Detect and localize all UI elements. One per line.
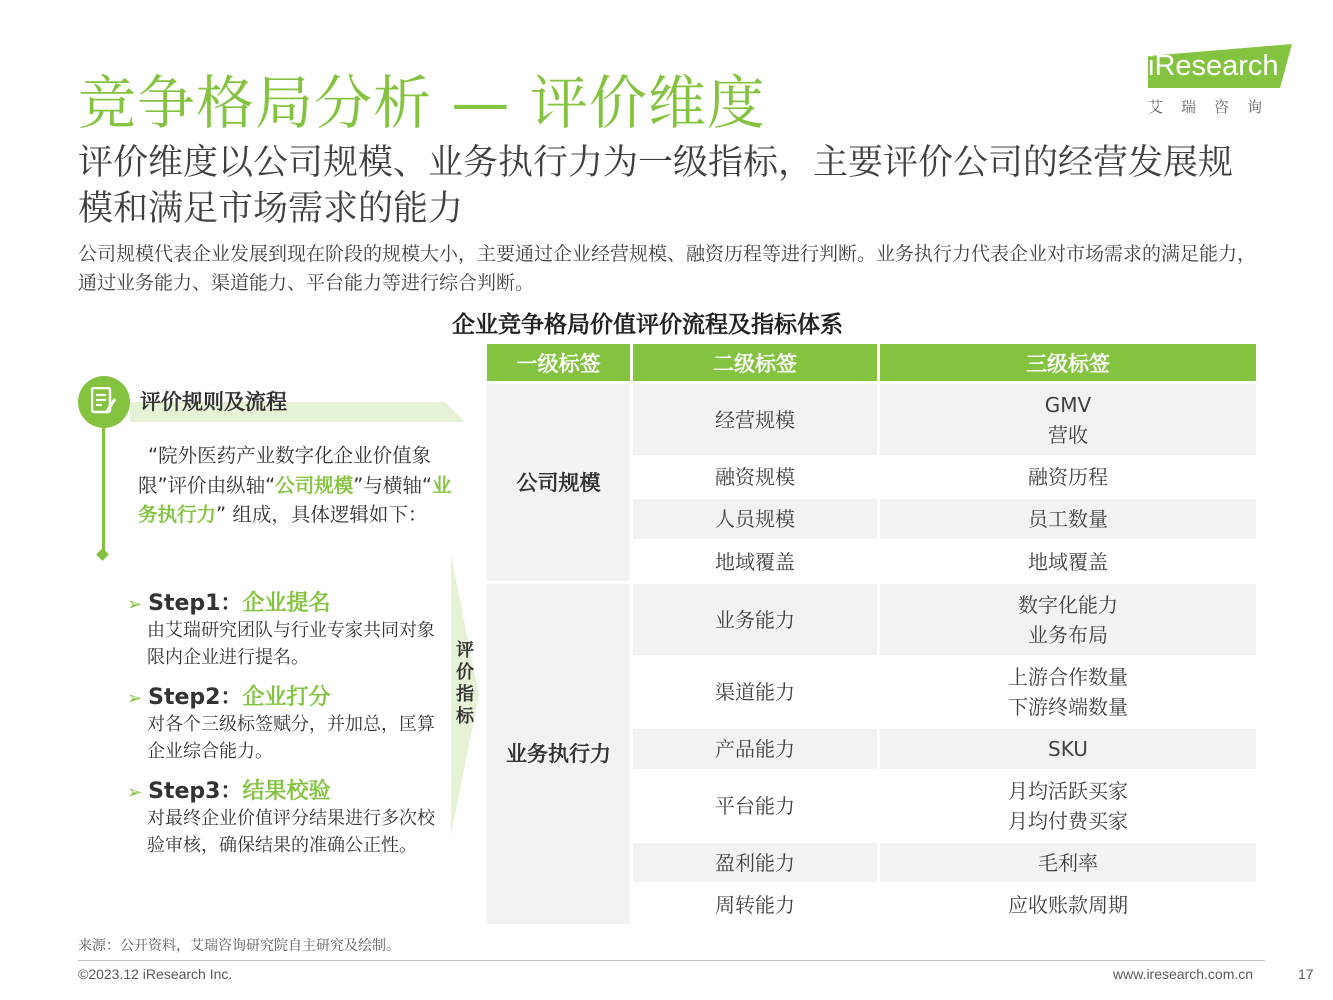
footer-divider [78,960,1265,961]
step-3-desc: 对最终企业价值评分结果进行多次校验审核，确保结果的准确公正性。 [147,808,435,856]
header-level1: 一级标签 [487,344,630,381]
level3-cell: SKU [880,729,1256,769]
timeline-dot [96,548,109,561]
level2-cell: 人员规模 [633,499,877,539]
level3-cell: 上游合作数量 下游终端数量 [880,658,1256,726]
page-subtitle: 评价维度以公司规模、业务执行力为一级指标，主要评价公司的经营发展规模和满足市场需求的能力 [78,143,1234,229]
level2-cell: 平台能力 [633,772,877,840]
step-2-desc: 对各个三级标签赋分，并加总，匡算企业综合能力。 [147,714,435,762]
level3-cell: 融资历程 [880,458,1256,496]
arrow-right-icon: ➢ [127,688,143,709]
level3-cell: 月均活跃买家 月均付费买家 [880,772,1256,840]
level3-cell: 数字化能力 业务布局 [880,584,1256,655]
logo-subtitle: 艾瑞咨询 [1148,98,1281,116]
page-description: 公司规模代表企业发展到现在阶段的规模大小，主要通过企业经营规模、融资历程等进行判断。业务执行力代表企业对市场需求的满足能力，通过业务能力、渠道能力、平台能力等进行综合判断。 [78,243,1257,294]
copyright: ©2023.12 iResearch Inc. [78,966,233,982]
level2-cell: 经营规模 [633,384,877,455]
header-level2: 二级标签 [633,344,877,381]
page-number: 17 [1298,966,1314,982]
level2-cell: 盈利能力 [633,843,877,882]
step-2: ➢ Step2：企业打分 对各个三级标签赋分，并加总，匡算企业综合能力。 [127,680,447,765]
level2-cell: 地域覆盖 [633,542,877,581]
timeline-line [102,428,105,552]
level1-company-scale: 公司规模 [487,384,630,581]
level2-cell: 融资规模 [633,458,877,496]
level3-cell: 员工数量 [880,499,1256,539]
arrow-label: 评价指标 [456,640,474,727]
header-level3: 三级标签 [880,344,1256,381]
level2-cell: 周转能力 [633,885,877,924]
source-note: 来源：公开资料，艾瑞咨询研究院自主研究及绘制。 [78,938,400,954]
step-1-desc: 由艾瑞研究团队与行业专家共同对象限内企业进行提名。 [147,620,435,668]
logo-text: iResearch [1148,50,1279,82]
axis-y-highlight: 公司规模 [275,473,354,497]
level3-cell: GMV 营收 [880,384,1256,455]
document-edit-icon [78,376,130,428]
rules-heading: 评价规则及流程 [140,390,287,414]
intro-text: “院外医药产业数字化企业价值象限”评价由纵轴“公司规模”与横轴“业务执行力” 组成，具体逻辑如下： [138,444,452,526]
level3-cell: 应收账款周期 [880,885,1256,924]
arrow-right-icon: ➢ [127,782,143,803]
page-title: 竞争格局分析 — 评价维度 [78,69,766,137]
arrow-right-icon: ➢ [127,594,143,615]
table-title: 企业竞争格局价值评价流程及指标体系 [452,312,843,338]
website-link[interactable]: www.iresearch.com.cn [1113,966,1254,982]
level3-cell: 地域覆盖 [880,542,1256,581]
level1-business-execution: 业务执行力 [487,584,630,924]
step-3: ➢ Step3：结果校验 对最终企业价值评分结果进行多次校验审核，确保结果的准确公正性。 [127,774,447,859]
level2-cell: 渠道能力 [633,658,877,726]
level2-cell: 业务能力 [633,584,877,655]
level3-cell: 毛利率 [880,843,1256,882]
axis-x-highlight: 业务执行力 [138,473,452,526]
step-1: ➢ Step1：企业提名 由艾瑞研究团队与行业专家共同对象限内企业进行提名。 [127,586,447,671]
level2-cell: 产品能力 [633,729,877,769]
